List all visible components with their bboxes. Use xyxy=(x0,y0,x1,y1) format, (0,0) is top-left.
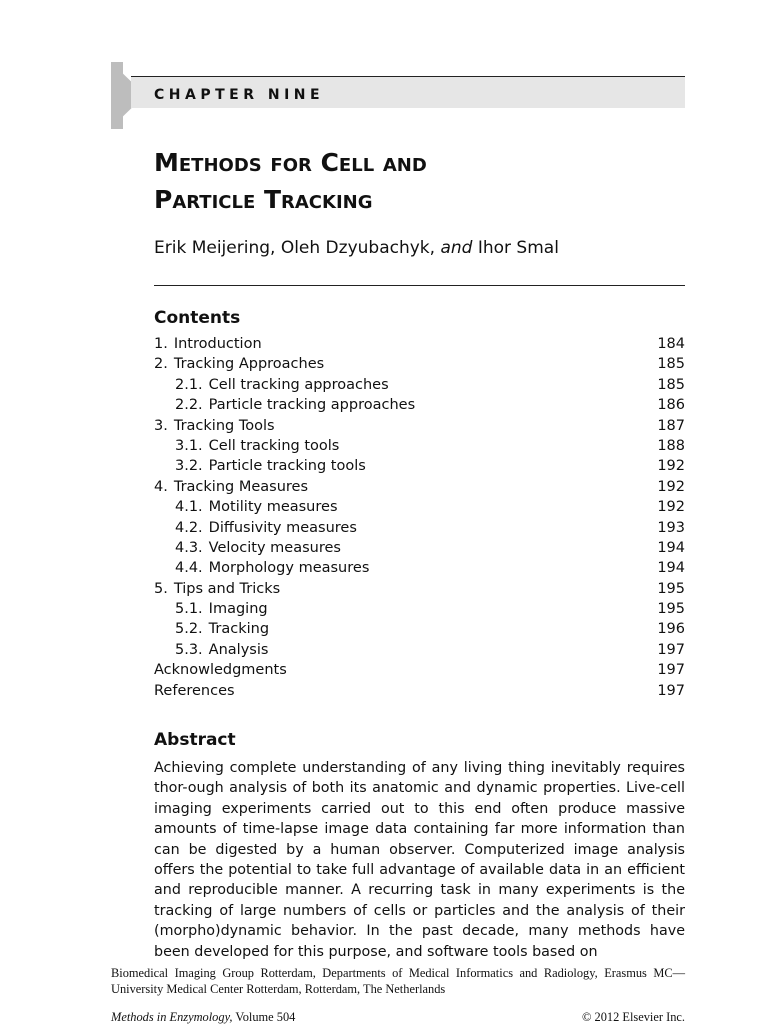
toc-entry-page: 186 xyxy=(657,397,685,414)
toc-entry[interactable] xyxy=(154,599,685,619)
authors-part-2: Ihor Smal xyxy=(472,238,559,258)
chapter-title xyxy=(154,144,684,218)
toc-entry-number: 2.1. xyxy=(175,376,203,393)
toc-entry-title: Analysis xyxy=(208,641,269,658)
toc-entry[interactable] xyxy=(154,334,685,354)
toc-entry-title: Diffusivity measures xyxy=(208,519,357,536)
table-of-contents xyxy=(154,334,685,701)
toc-entry[interactable] xyxy=(154,497,685,517)
toc-entry-page: 187 xyxy=(657,417,685,434)
toc-entry[interactable] xyxy=(154,660,685,680)
footer-citation xyxy=(111,1010,295,1025)
toc-entry-title: Tracking Approaches xyxy=(173,356,325,373)
toc-entry-page: 195 xyxy=(657,580,685,597)
toc-entry-title: Tracking xyxy=(208,621,270,638)
toc-entry-number: 1. xyxy=(154,336,168,352)
authors-conjunction: and xyxy=(440,238,473,258)
toc-entry[interactable] xyxy=(154,354,685,374)
chapter-label: CHAPTER NINE xyxy=(154,87,325,103)
affiliation: Biomedical Imaging Group Rotterdam, Departments of Medical Informatics and Radiology, Erasmus MC—University Medical Center Rotterdam, Rotterdam, The Netherlands xyxy=(111,966,685,996)
toc-entry-page: 195 xyxy=(657,601,685,618)
toc-entry-number: 5.2. xyxy=(175,621,203,638)
toc-entry-title: Imaging xyxy=(208,601,268,618)
toc-entry-page: 193 xyxy=(657,519,685,536)
toc-entry[interactable] xyxy=(154,518,685,538)
abstract-heading: Abstract xyxy=(154,730,236,750)
toc-entry[interactable] xyxy=(154,456,685,476)
toc-entry[interactable] xyxy=(154,538,685,558)
toc-entry-page: 194 xyxy=(657,539,685,556)
toc-entry-title: Particle tracking approaches xyxy=(208,397,416,414)
toc-entry-page: 196 xyxy=(657,621,685,638)
toc-entry-page: 194 xyxy=(657,560,685,577)
toc-entry[interactable] xyxy=(154,558,685,578)
chapter-title-line-2: Particle Tracking xyxy=(154,185,373,214)
contents-heading: Contents xyxy=(154,308,241,328)
toc-entry-number: 4.3. xyxy=(175,539,203,556)
toc-entry-number: 2. xyxy=(154,356,168,373)
toc-entry-page: 184 xyxy=(657,336,685,352)
toc-entry-title: Acknowledgments xyxy=(154,662,287,679)
volume: Volume 504 xyxy=(232,1010,296,1024)
toc-entry[interactable] xyxy=(154,681,685,701)
toc-entry[interactable] xyxy=(154,416,685,436)
abstract-body: Achieving complete understanding of any living thing inevitably requires thor-ough analysis of both its anatomic and dynamic properties. Live-cell imaging experiments carried out to this end often produce massive amounts of time-lapse image data containing far more information than can be digested by a human observer. Computerized image analysis offers the potential to take full advantage of available data in an efficient and reproducible manner. A recurring task in many experiments is the tracking of large numbers of cells or particles and the analysis of their (morpho)dynamic behavior. In the past decade, many methods have been developed for this purpose, and software tools based on xyxy=(154,760,685,960)
chapter-banner xyxy=(111,62,685,129)
toc-entry-title: Velocity measures xyxy=(208,539,341,556)
toc-entry-title: Particle tracking tools xyxy=(208,458,366,475)
toc-entry[interactable] xyxy=(154,640,685,660)
toc-entry-title: Tips and Tricks xyxy=(173,580,281,597)
toc-entry-number: 5.1. xyxy=(175,601,203,618)
toc-entry-page: 188 xyxy=(657,437,685,454)
toc-entry-page: 197 xyxy=(657,662,685,679)
authors-part-1: Erik Meijering, Oleh Dzyubachyk, xyxy=(154,238,441,258)
toc-entry-number: 3. xyxy=(154,417,168,434)
toc-entry-title: References xyxy=(154,682,235,699)
toc-entry[interactable] xyxy=(154,395,685,415)
toc-entry-number: 3.1. xyxy=(175,437,203,454)
toc-entry-number: 5.3. xyxy=(175,641,203,658)
toc-entry-title: Introduction xyxy=(173,336,262,352)
toc-entry[interactable] xyxy=(154,375,685,395)
journal-name: Methods in Enzymology, xyxy=(111,1010,233,1024)
toc-entry-number: 4.4. xyxy=(175,560,203,577)
toc-entry-title: Cell tracking approaches xyxy=(208,376,389,393)
toc-entry-number: 2.2. xyxy=(175,397,203,414)
toc-entry-title: Tracking Measures xyxy=(173,478,308,495)
divider xyxy=(154,285,685,286)
toc-entry-number: 4.2. xyxy=(175,519,203,536)
toc-entry-page: 192 xyxy=(657,458,685,475)
toc-entry-number: 5. xyxy=(154,580,168,597)
toc-entry-page: 192 xyxy=(657,478,685,495)
authors xyxy=(154,238,559,258)
toc-entry[interactable] xyxy=(154,579,685,599)
toc-entry-page: 197 xyxy=(657,682,685,699)
toc-entry-title: Tracking Tools xyxy=(173,417,275,434)
toc-entry-title: Cell tracking tools xyxy=(208,437,340,454)
toc-entry[interactable] xyxy=(154,619,685,639)
toc-entry-number: 4.1. xyxy=(175,499,203,516)
toc-entry-page: 197 xyxy=(657,641,685,658)
toc-entry-number: 4. xyxy=(154,478,168,495)
toc-entry[interactable] xyxy=(154,477,685,497)
copyright: © 2012 Elsevier Inc. xyxy=(581,1010,685,1024)
toc-entry-page: 185 xyxy=(657,376,685,393)
toc-entry-page: 185 xyxy=(657,356,685,373)
toc-entry-page: 192 xyxy=(657,499,685,516)
toc-entry-title: Motility measures xyxy=(208,499,338,516)
toc-entry-title: Morphology measures xyxy=(208,560,370,577)
toc-entry-number: 3.2. xyxy=(175,458,203,475)
chapter-title-line-1: Methods for Cell and xyxy=(154,148,427,177)
toc-entry[interactable] xyxy=(154,436,685,456)
